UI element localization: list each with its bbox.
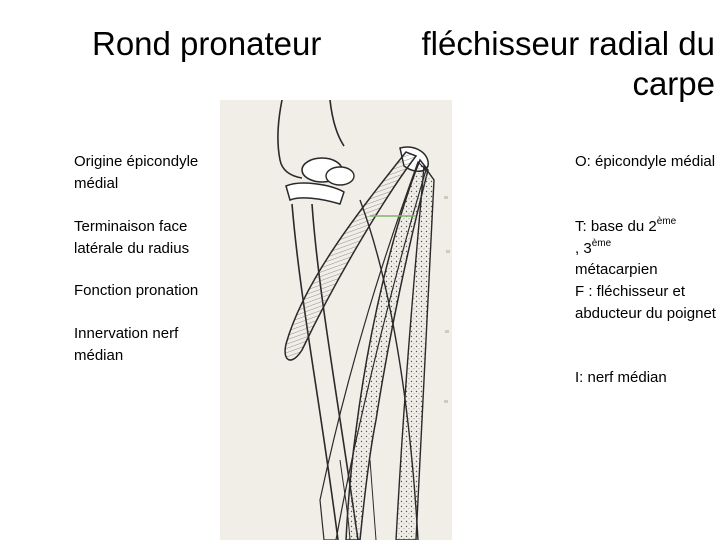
flexor-origin: O: épicondyle médial: [575, 153, 716, 170]
pronator-function: Fonction pronation: [74, 282, 199, 299]
title-flexor-carpi-radialis: fléchisseur radial du carpe: [421, 25, 715, 102]
flexor-function: F : fléchisseur et abducteur du poignet: [575, 283, 716, 322]
flexor-innervation: I: nerf médian: [575, 369, 667, 386]
flexor-insertion: T: base du 2ème , 3ème métacarpien: [575, 216, 677, 278]
forearm-anatomy-drawing-icon: [220, 100, 452, 540]
pronator-origin: Origine épicondyle médial: [74, 153, 199, 192]
pronator-innervation: Innervation nerf médian: [74, 325, 179, 364]
pronator-insertion: Terminaison face latérale du radius: [74, 218, 190, 257]
title-pronator: Rond pronateur: [92, 25, 322, 62]
